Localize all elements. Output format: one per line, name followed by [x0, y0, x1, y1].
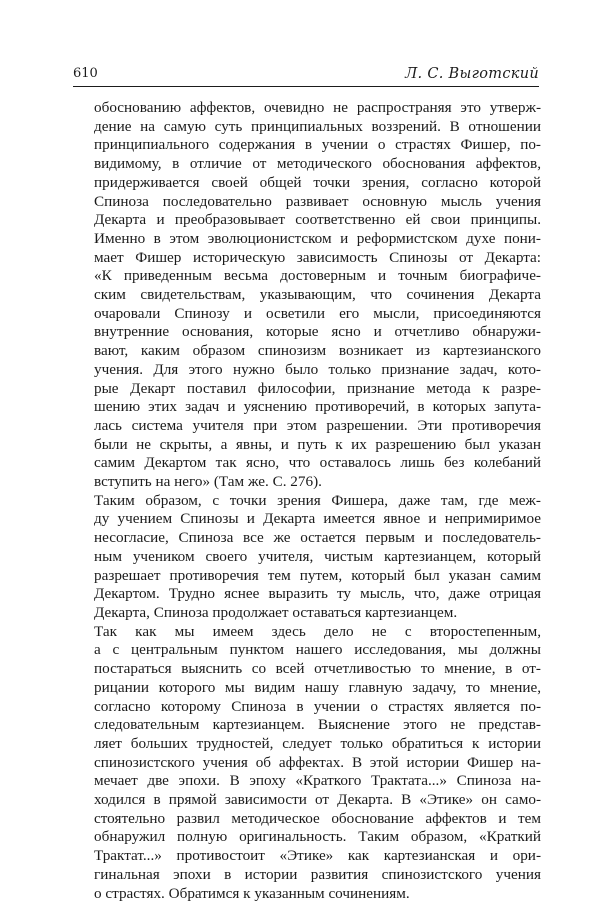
text-line: гинальная эпохи в истории развития спинозистского учения [94, 865, 541, 883]
page-header [73, 66, 539, 87]
text-line: о страстях. Обратимся к указанным сочинениям. [94, 884, 410, 902]
text-line: учения. Для этого нужно было только признание задач, кото- [94, 360, 541, 378]
text-line: Спиноза последовательно развивает основную мысль учения [94, 192, 541, 210]
text-line: постараться выяснить со всей отчетливостью то мнение, в от- [94, 660, 541, 678]
paragraph [72, 492, 541, 623]
text-line: вают, каким образом спинозизм возникает из картезианского [94, 342, 541, 360]
text-line: Декарта и преобразовывает соответственно ей свои принципы. [94, 211, 541, 229]
text-line: видимому, в отличие от методического обоснования аффектов, [94, 155, 541, 173]
text-line: Декартом. Трудно яснее выразить ту мысль, что, даже отрицая [94, 585, 541, 603]
text-line: Так как мы имеем здесь дело не с второстепенным, [94, 622, 541, 640]
text-line: придерживается своей общей точки зрения, согласно которой [94, 173, 541, 191]
text-line: принципиального содержания в учении о страстях Фишер, по- [94, 136, 541, 154]
text-line: ду учением Спинозы и Декарта имеется явное и непримиримое [94, 510, 541, 528]
text-line: обнаружил полную оригинальность. Таким образом, «Краткий [94, 828, 541, 846]
paragraph [72, 623, 541, 903]
text-line: Таким образом, с точки зрения Фишера, даже там, где меж- [94, 491, 541, 509]
text-line: лась система учителя при этом разрешении. Эти противоречия [94, 416, 541, 434]
text-line: Трактат...» противостоит «Этике» как картезианская и ори- [94, 847, 541, 865]
text-line: вступить на него» (Там же. С. 276). [94, 473, 322, 491]
text-line: очаровали Спинозу и осветили его мысли, присоединяются [94, 304, 541, 322]
text-line: рые Декарт поставил философии, признание метода к разре- [94, 379, 541, 397]
text-line: спинозистского учения об аффектах. В этой истории Фишер на- [94, 753, 541, 771]
running-head: Л. С. Выготский [405, 66, 539, 82]
text-line: обоснованию аффектов, очевидно не распространяя это утверж- [94, 99, 541, 116]
text-line: стоятельно развил методическое обоснование аффектов и тем [94, 809, 541, 827]
text-line: «К приведенным весьма достоверным и точным биографиче- [94, 267, 541, 285]
text-line: ским свидетельствам, указывающим, что сочинения Декарта [94, 286, 541, 304]
text-line: дение на самую суть принципиальных воззрений. В отношении [94, 117, 541, 135]
body-text [72, 99, 541, 903]
text-line: следовательным картезианцем. Выяснение этого не представ- [94, 716, 541, 734]
text-line: ным учеником своего учителя, чистым картезианцем, который [94, 547, 541, 565]
text-line: мает Фишер историческую зависимость Спинозы от Декарта: [94, 248, 541, 266]
text-line: рицании которого мы видим нашу главную задачу, то мнение, [94, 678, 541, 696]
text-line: самим Декартом так ясно, что оставалось лишь без колебаний [94, 454, 541, 472]
text-line: ходился в прямой зависимости от Декарта. В «Этике» он само- [94, 791, 541, 809]
text-line: Именно в этом эволюционистском и реформистском духе пони- [94, 229, 541, 247]
text-line: внутренние основания, которые ясно и отчетливо обнаружи- [94, 323, 541, 341]
paragraph [72, 99, 541, 492]
text-line: ляет больших трудностей, следует только обратиться к истории [94, 734, 541, 752]
text-line: несогласие, Спиноза все же остается первым и последователь- [94, 529, 541, 547]
text-line: были не скрыты, а явны, и путь к их разрешению был указан [94, 435, 541, 453]
text-line: шению этих задач и уяснению противоречий, в которых запута- [94, 398, 541, 416]
text-line: Декарта, Спиноза продолжает оставаться картезианцем. [94, 603, 458, 621]
text-line: разрешает противоречия тем путем, который был указан самим [94, 566, 541, 584]
page-number: 610 [73, 66, 98, 81]
text-line: а с центральным пунктом нашего исследования, мы должны [94, 641, 541, 659]
text-line: мечает две эпохи. В эпоху «Краткого Трактата...» Спиноза на- [94, 772, 541, 790]
text-line: согласно которому Спиноза в учении о страстях является по- [94, 697, 541, 715]
